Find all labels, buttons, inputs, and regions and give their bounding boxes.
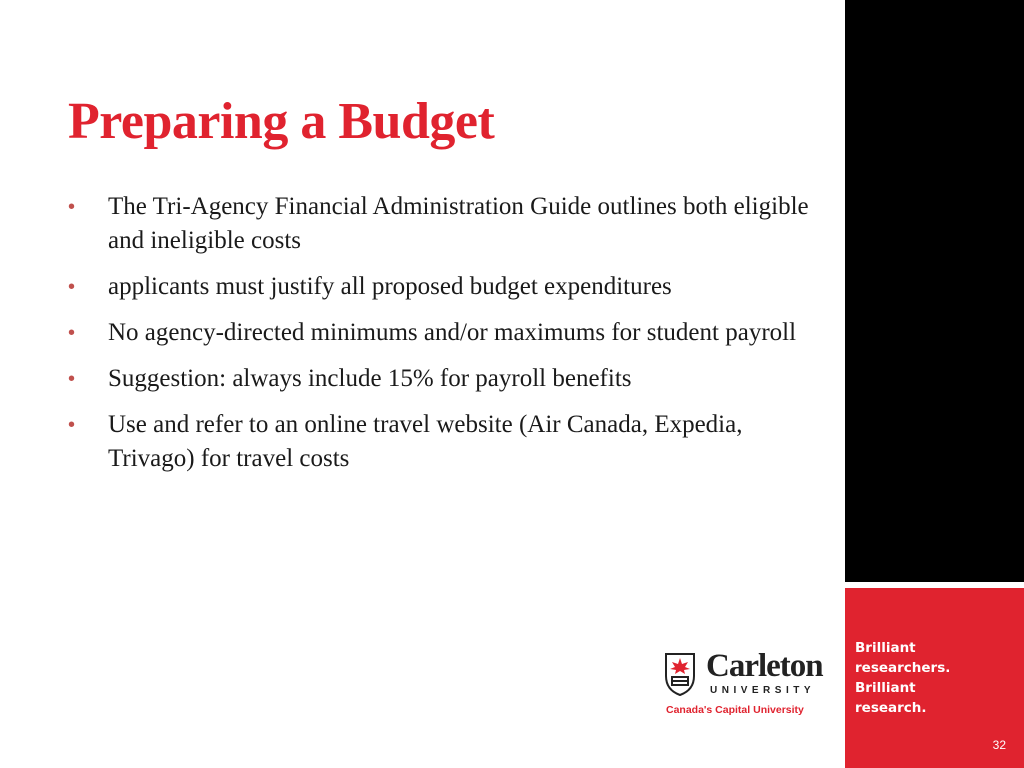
bullet-text: applicants must justify all proposed budget expenditures — [108, 273, 672, 300]
sidebar-black-panel — [845, 0, 1024, 582]
page-number: 32 — [992, 738, 1006, 752]
bullet-item — [68, 362, 828, 396]
slide-title: Preparing a Budget — [68, 93, 495, 150]
bullet-item — [68, 316, 828, 350]
bullet-dot-icon: • — [68, 276, 76, 298]
bullet-text: The Tri-Agency Financial Administration Guide outlines both eligible and ineligible costs — [108, 193, 809, 254]
bullet-text: Use and refer to an online travel website (Air Canada, Expedia, Trivago) for travel costs — [108, 411, 743, 472]
logo-wordmark: Carleton — [706, 648, 823, 684]
bullet-dot-icon: • — [68, 368, 76, 390]
carleton-logo — [664, 648, 834, 722]
logo-subtitle: Canada's Capital University — [666, 704, 804, 716]
bullet-item — [68, 408, 828, 476]
bullet-dot-icon: • — [68, 196, 76, 218]
bullet-dot-icon: • — [68, 414, 76, 436]
bullet-list — [68, 190, 828, 488]
bullet-item — [68, 270, 828, 304]
logo-university: UNIVERSITY — [710, 685, 816, 696]
shield-icon — [664, 652, 696, 696]
bullet-item — [68, 190, 828, 258]
tagline: Brilliant researchers. Brilliant research. — [855, 640, 951, 716]
sidebar-red-panel — [845, 588, 1024, 768]
bullet-text: Suggestion: always include 15% for payroll benefits — [108, 365, 632, 392]
bullet-dot-icon: • — [68, 322, 76, 344]
bullet-text: No agency-directed minimums and/or maximums for student payroll — [108, 319, 797, 346]
